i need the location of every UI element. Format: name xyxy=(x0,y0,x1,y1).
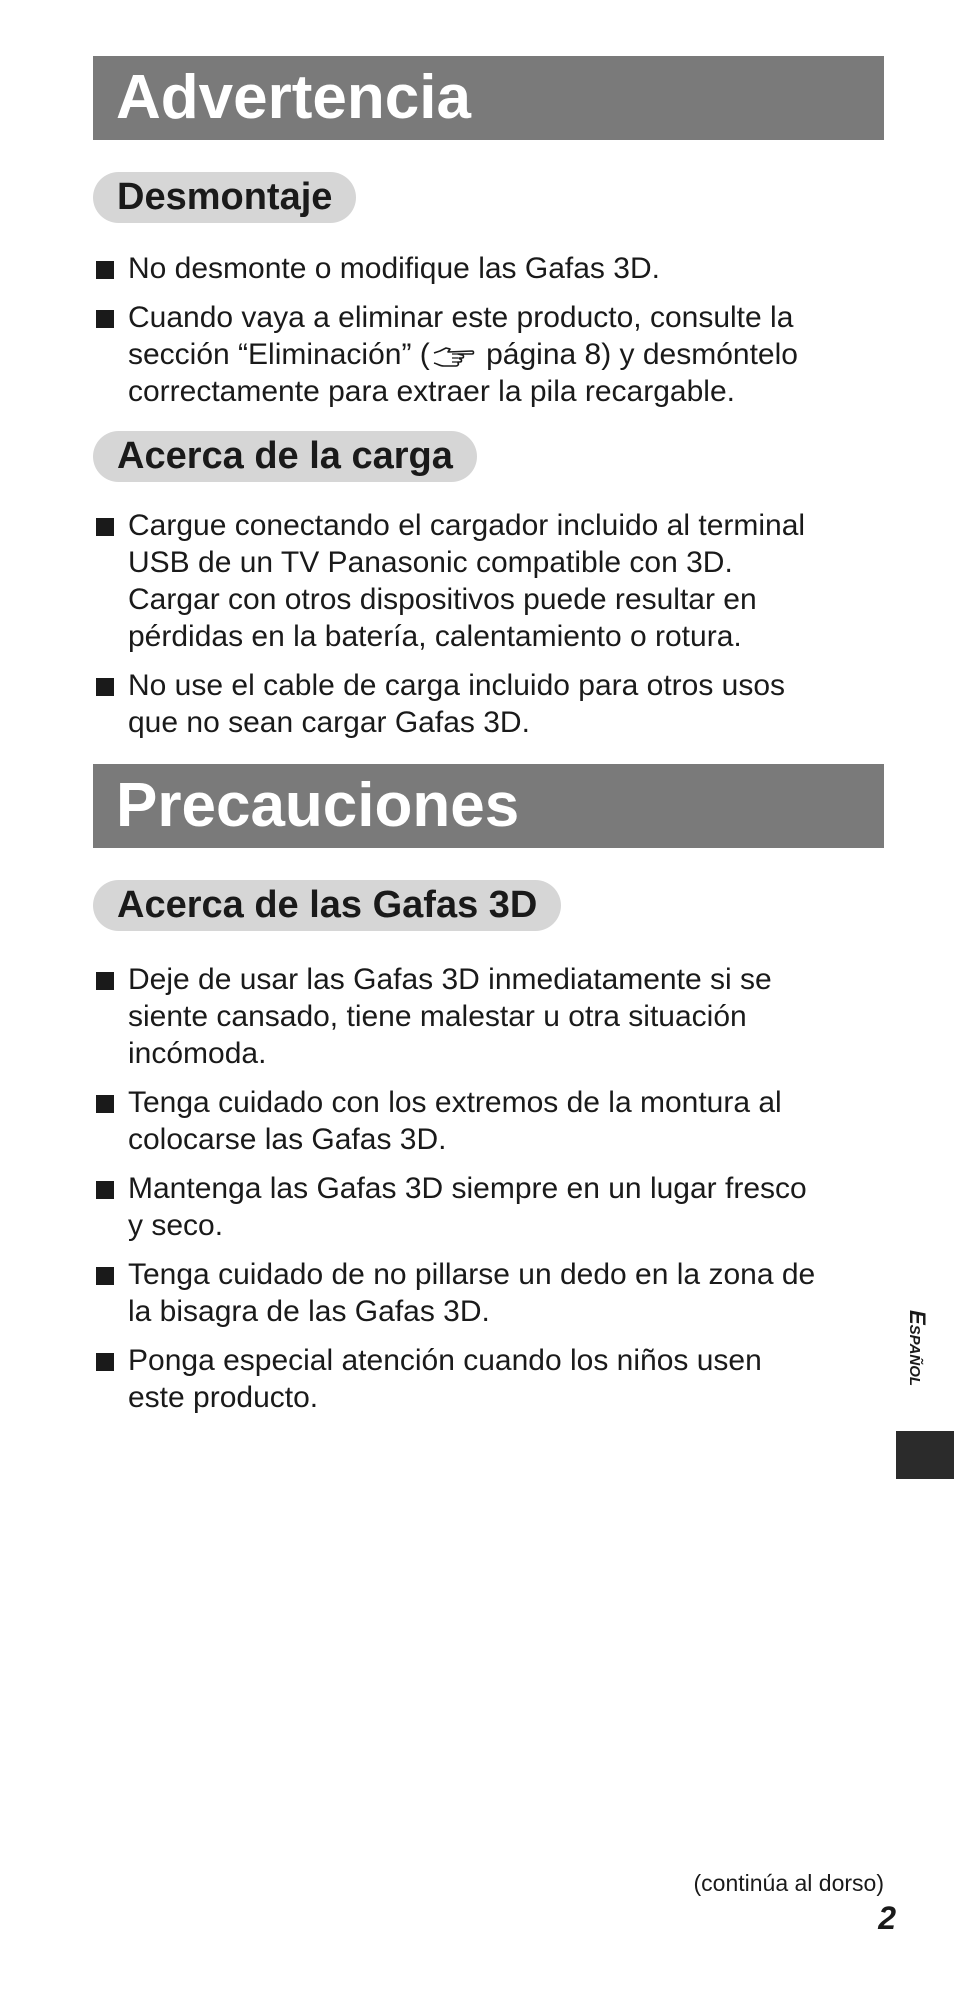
item-line: que no sean cargar Gafas 3D. xyxy=(128,706,530,739)
list-item xyxy=(96,299,896,410)
item-line: colocarse las Gafas 3D. xyxy=(128,1123,447,1156)
bullet-square-icon xyxy=(96,1095,114,1113)
list-item xyxy=(96,1170,896,1244)
item-line: Cargar con otros dispositivos puede resultar en xyxy=(128,583,757,616)
continue-note: (continúa al dorso) xyxy=(693,1870,884,1896)
list-gafas xyxy=(96,961,896,1428)
item-line: Tenga cuidado con los extremos de la montura al xyxy=(128,1086,782,1119)
text-after-reference: página 8) y desmóntelo xyxy=(477,338,798,371)
text-before-reference: sección “Eliminación” ( xyxy=(128,338,430,371)
list-item xyxy=(96,1256,896,1330)
item-line: la bisagra de las Gafas 3D. xyxy=(128,1295,490,1328)
section-banner-advertencia: Advertencia xyxy=(93,56,884,140)
language-tab-marker xyxy=(896,1431,954,1479)
list-item xyxy=(96,667,896,741)
list-item xyxy=(96,507,896,655)
list-item xyxy=(96,1084,896,1158)
item-line: siente cansado, tiene malestar u otra situación xyxy=(128,1000,747,1033)
bullet-square-icon xyxy=(96,678,114,696)
bullet-square-icon xyxy=(96,972,114,990)
item-line: No use el cable de carga incluido para otros usos xyxy=(128,669,786,702)
bullet-square-icon xyxy=(96,1181,114,1199)
bullet-square-icon xyxy=(96,261,114,279)
list-item xyxy=(96,1342,896,1416)
item-line: No desmonte o modifique las Gafas 3D. xyxy=(128,252,660,285)
item-line: incómoda. xyxy=(128,1037,267,1070)
bullet-square-icon xyxy=(96,310,114,328)
item-line xyxy=(128,336,896,373)
subheading-acerca-de-la-carga: Acerca de la carga xyxy=(93,431,477,482)
item-line: Tenga cuidado de no pillarse un dedo en la zona de xyxy=(128,1258,816,1291)
item-line: USB de un TV Panasonic compatible con 3D. xyxy=(128,546,733,579)
list-desmontaje xyxy=(96,250,896,422)
subheading-acerca-de-las-gafas-3d: Acerca de las Gafas 3D xyxy=(93,880,561,931)
language-side-label xyxy=(897,1310,937,1430)
list-item xyxy=(96,250,896,287)
pointing-hand-icon xyxy=(432,345,476,367)
page-number: 2 xyxy=(878,1900,896,1936)
subheading-desmontaje: Desmontaje xyxy=(93,172,356,223)
item-line: Cuando vaya a eliminar este producto, consulte la xyxy=(128,301,794,334)
list-item xyxy=(96,961,896,1072)
language-label-text: Español xyxy=(905,1310,930,1387)
item-line: Cargue conectando el cargador incluido al terminal xyxy=(128,509,806,542)
section-banner-precauciones: Precauciones xyxy=(93,764,884,848)
item-line: y seco. xyxy=(128,1209,224,1242)
bullet-square-icon xyxy=(96,518,114,536)
item-line: este producto. xyxy=(128,1381,319,1414)
list-carga xyxy=(96,507,896,753)
bullet-square-icon xyxy=(96,1267,114,1285)
item-line: Ponga especial atención cuando los niños usen xyxy=(128,1344,762,1377)
item-line: correctamente para extraer la pila recargable. xyxy=(128,375,735,408)
item-line: pérdidas en la batería, calentamiento o rotura. xyxy=(128,620,742,653)
bullet-square-icon xyxy=(96,1353,114,1371)
item-line: Deje de usar las Gafas 3D inmediatamente si se xyxy=(128,963,772,996)
item-line: Mantenga las Gafas 3D siempre en un lugar fresco xyxy=(128,1172,807,1205)
